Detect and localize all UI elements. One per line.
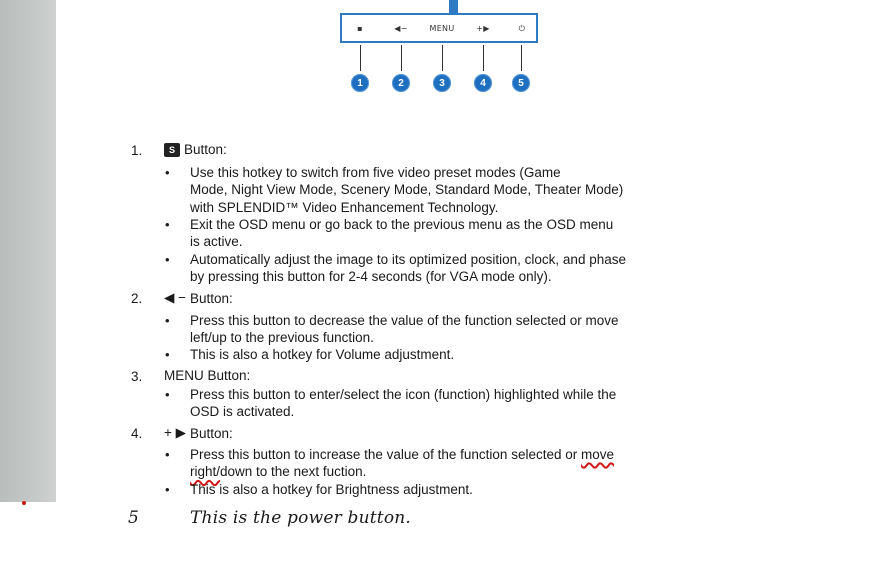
spelling-mark: right/ [190,464,221,480]
bullet-dot: • [165,252,170,267]
bullet-dot: • [165,387,170,402]
callout-line [442,45,443,71]
left-button-glyph: ◀− [394,24,408,33]
callout-line [483,45,484,71]
item-heading-text: Button: [184,142,227,157]
bullet-text: Automatically adjust the image to its optimized position, clock, and phase by pressing this button for 2-4 seconds (for VGA mode only). [190,252,626,285]
bullet-text: This is also a hotkey for Brightness adjustment. [190,482,473,497]
power-button-glyph: ⏻ [518,24,526,33]
item-heading-text: MENU Button: [164,368,251,383]
plus-right-icon: + ▶ [164,425,187,440]
button-diagram [330,0,550,100]
bullet-text: Use this hotkey to switch from five video preset modes (Game Mode, Night View Mode, Scenery Mode, Standard Mode, Theater Mode) with SPLENDID™ Video Enhancement Technology. [190,165,624,215]
bullet-text: Press this button to enter/select the icon (function) highlighted while the OSD is activated. [190,387,617,420]
diagram-stem [449,0,458,13]
callout-line [401,45,402,71]
right-button-glyph: +▶ [476,24,490,33]
button-panel [340,13,538,43]
splendid-button-glyph: ▪ [357,24,363,33]
callout-2: 2 [392,74,410,92]
bullet-dot: • [165,217,170,232]
bullet-text: Press this button to decrease the value of the function selected or move left/up to the previous function. [190,313,619,346]
left-minus-icon: ◀ − [164,290,187,305]
item-heading [164,425,233,441]
bullet-dot: • [165,447,170,462]
item-heading [164,368,250,383]
bullet-text: This is also a hotkey for Volume adjustment. [190,347,455,362]
callout-1: 1 [351,74,369,92]
item-number: 2. [131,291,143,306]
item-heading [164,142,227,157]
power-button-note: This is the power button. [190,508,412,528]
callout-4: 4 [474,74,492,92]
bullet-dot: • [165,347,170,362]
callout-5: 5 [512,74,530,92]
item-number-5: 5 [128,508,139,528]
item-number: 1. [131,143,143,158]
bullet-dot: • [165,165,170,180]
red-mark [22,501,26,505]
item-heading-text: Button: [190,425,233,441]
item-number: 4. [131,426,143,441]
bullet-dot: • [165,313,170,328]
bullet-text: Press this button to increase the value of the function selected or move right/down to the next fuction. [190,447,614,480]
bullet-dot: • [165,482,170,497]
spelling-mark: move [580,447,614,462]
bullet-text: Exit the OSD menu or go back to the previous menu as the OSD menu is active. [190,217,614,250]
item-number: 3. [131,369,143,384]
menu-button-glyph: MENU [429,24,455,33]
page-edge-strip [0,0,56,502]
callout-line [360,45,361,71]
splendid-icon: S [164,143,180,157]
callout-3: 3 [433,74,451,92]
callout-line [521,45,522,71]
item-heading [164,290,233,306]
item-heading-text: Button: [190,290,233,306]
